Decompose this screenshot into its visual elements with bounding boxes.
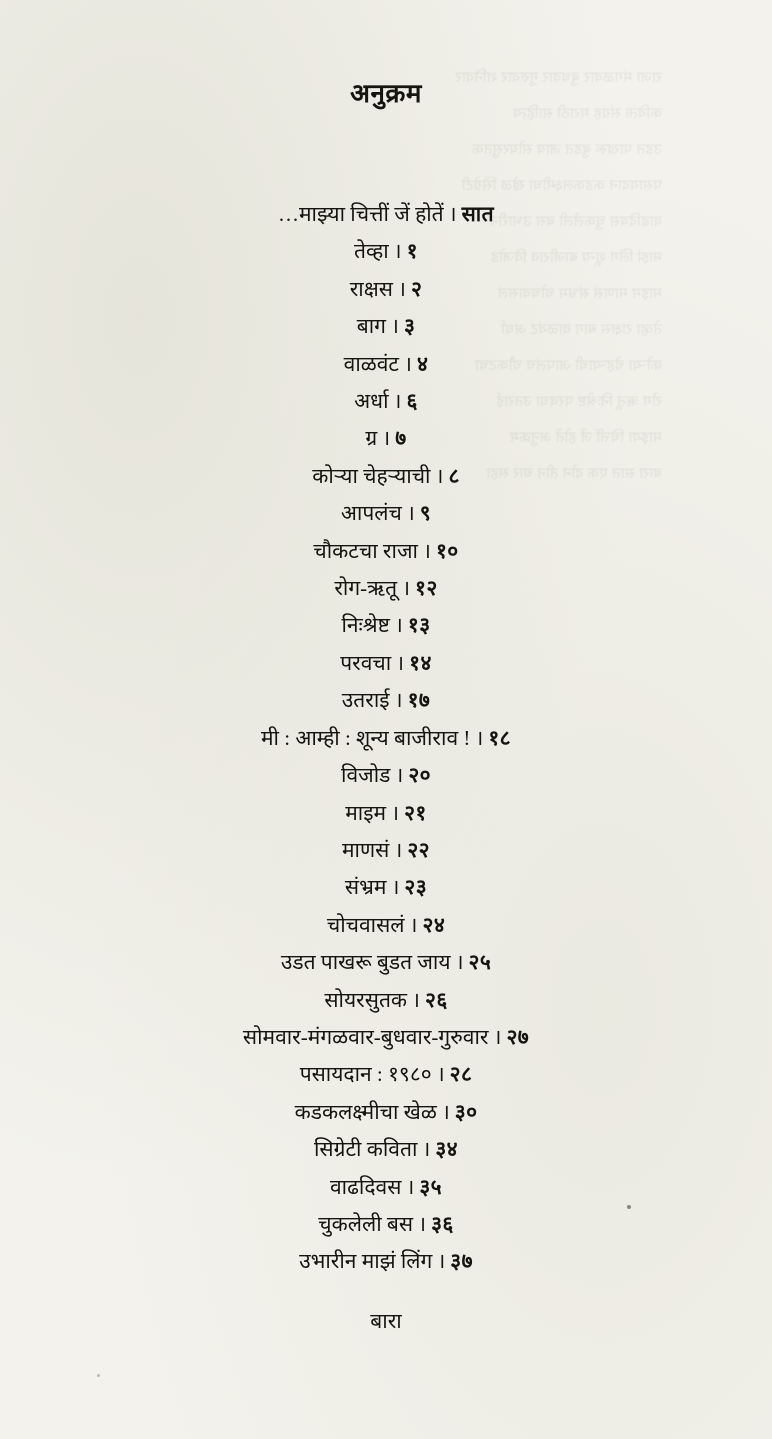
toc-entry-page: ३६	[431, 1211, 454, 1236]
toc-separator: ।	[422, 538, 431, 563]
toc-entry[interactable]	[0, 420, 772, 457]
toc-entry-title: मी : आम्ही : शून्य बाजीराव !	[261, 725, 471, 750]
toc-entry-title: उभारीन माझं लिंग	[299, 1249, 433, 1274]
toc-entry-page: २५	[468, 950, 492, 975]
show-through-line: उडत पाखरू बुडत जाय सोयरसुतक	[471, 142, 662, 158]
toc-entry-page: २४	[422, 912, 446, 937]
toc-entry[interactable]	[0, 1206, 772, 1243]
toc-entry[interactable]	[0, 196, 772, 233]
toc-entry-title: चौकटचा राजा	[313, 538, 418, 563]
toc-entry[interactable]	[0, 869, 772, 906]
toc-separator: ।	[412, 987, 421, 1012]
toc-entry-title: सोमवार-मंगळवार-बुधवार-गुरुवार	[242, 1024, 489, 1049]
toc-entry[interactable]	[0, 346, 772, 383]
toc-entry[interactable]	[0, 1056, 772, 1093]
toc-entry[interactable]	[0, 233, 772, 270]
paper-speck	[97, 1374, 100, 1377]
toc-entry[interactable]	[0, 682, 772, 719]
show-through-line: रोग ऋतू निःश्रेष्ट परवचा उतराई	[496, 394, 662, 410]
toc-entry-page: २६	[425, 987, 448, 1012]
toc-separator: ।	[422, 1137, 431, 1162]
toc-entry-title: संभ्रम	[344, 875, 387, 900]
show-through-line: बारा सात एक दोन तीन चार सहा	[486, 466, 662, 482]
toc-entry-page: ३५	[419, 1174, 442, 1199]
toc-entry[interactable]	[0, 607, 772, 644]
toc-entry[interactable]	[0, 458, 772, 495]
toc-entry-page: ३०	[454, 1099, 478, 1124]
show-through-line: वाढदिवस चुकलेली बस उभारीन	[489, 214, 662, 230]
toc-entry[interactable]	[0, 1131, 772, 1168]
toc-separator: ।	[391, 800, 400, 825]
toc-entry-page: ८	[448, 463, 460, 488]
toc-entry-title: वाळवंट	[343, 351, 400, 376]
toc-entry-title: आपलंच	[340, 501, 402, 526]
toc-entry-title: माइम	[345, 800, 387, 825]
toc-entry-page: सात	[461, 202, 495, 226]
toc-separator: ।	[394, 688, 403, 713]
toc-separator: ।	[390, 314, 399, 339]
toc-entry-page: ३४	[435, 1137, 458, 1162]
toc-entry-page: ३७	[450, 1249, 473, 1274]
show-through-line: माझ्या चित्तीं जें होतें अनुक्रम	[509, 430, 662, 446]
toc-separator: ।	[455, 950, 464, 975]
page-title: अनुक्रम	[350, 79, 422, 108]
toc-separator: ।	[382, 426, 391, 451]
toc-entry-page: १०	[435, 538, 459, 563]
toc-separator: ।	[436, 1062, 445, 1087]
toc-separator: ।	[409, 912, 418, 937]
toc-entry-title: ग्र	[365, 426, 378, 451]
toc-entry-page: २	[410, 276, 423, 301]
toc-entry-title: चुकलेली बस	[318, 1211, 414, 1236]
toc-entry[interactable]	[0, 570, 772, 607]
toc-entry-page: ६	[406, 389, 418, 414]
toc-entry-title: उतराई	[341, 688, 390, 713]
toc-separator: ।	[397, 276, 406, 301]
toc-entry[interactable]	[0, 383, 772, 420]
toc-separator: ।	[475, 725, 484, 750]
show-through-line: कोऱ्या चेहऱ्याची आपलंच चौकटचा	[474, 358, 662, 374]
toc-entry-title: वाढदिवस	[329, 1174, 402, 1199]
toc-entry-page: २७	[506, 1024, 530, 1049]
toc-entry-title: उडत पाखरू बुडत जाय	[280, 950, 451, 975]
toc-separator: ।	[404, 351, 412, 376]
toc-entry-page: ३	[403, 314, 416, 339]
toc-separator: ।	[394, 837, 403, 862]
toc-separator: ।	[435, 463, 444, 488]
toc-entry[interactable]	[0, 795, 772, 832]
toc-entry[interactable]	[0, 495, 772, 532]
paper-speck	[627, 1205, 631, 1209]
toc-entry-page: १८	[488, 725, 511, 750]
toc-entry-page: २२	[407, 837, 430, 862]
toc-entry-title: सोयरसुतक	[324, 987, 408, 1012]
toc-separator: ।	[402, 576, 411, 601]
toc-separator: ।	[406, 501, 415, 526]
toc-separator: ।	[394, 613, 403, 638]
toc-entry-title: माणसं	[342, 837, 390, 862]
toc-entry-title: राक्षस	[349, 276, 393, 301]
toc-entry-title: सिग्रेटी कविता	[313, 1137, 418, 1162]
toc-separator: ।	[448, 202, 457, 226]
toc-entry[interactable]	[0, 1243, 772, 1280]
toc-entry-title: निःश्रेष्ट	[341, 613, 390, 638]
show-through-line: पसायदान कडकलक्ष्मीचा खेळ सिग्रेटी	[461, 178, 662, 194]
toc-separator: ।	[441, 1099, 450, 1124]
toc-entry-page: ४	[416, 351, 429, 376]
toc-entry[interactable]	[0, 533, 772, 570]
show-through-line: माझं लिंग शून्य बाजीराव विजोड	[490, 250, 662, 266]
toc-separator: ।	[396, 650, 405, 675]
toc-entry-title: परवचा	[340, 650, 392, 675]
toc-entry-page: ७	[395, 426, 407, 451]
toc-separator: ।	[393, 239, 402, 264]
toc-separator: ।	[493, 1024, 502, 1049]
toc-entry-page: ९	[419, 501, 432, 526]
toc-entry[interactable]	[0, 907, 772, 944]
toc-entry-page: २३	[404, 875, 428, 900]
toc-entry[interactable]	[0, 271, 772, 308]
toc-entry-page: १२	[415, 576, 438, 601]
toc-separator: ।	[437, 1249, 446, 1274]
toc-entry-page: २०	[408, 763, 431, 788]
toc-separator: ।	[393, 389, 402, 414]
toc-entry-title: रोग-ऋतू	[334, 576, 398, 601]
toc-entry-title: कोऱ्या चेहऱ्याची	[312, 463, 431, 488]
toc-entry-page: २१	[404, 800, 427, 825]
toc-entry[interactable]	[0, 1094, 772, 1131]
toc-separator: ।	[391, 875, 400, 900]
toc-entry-title: अर्धा	[354, 389, 389, 414]
toc-entry[interactable]	[0, 645, 772, 682]
toc-entry-title: चोचवासलं	[326, 912, 405, 937]
toc-separator: ।	[418, 1211, 427, 1236]
show-through-line: राजा मंगळवार बुधवार गुरुवार शनिवार	[455, 70, 662, 86]
toc-entry-page: १४	[409, 650, 432, 675]
toc-entry-title: …माझ्या चित्तीं जें होतें	[277, 202, 444, 226]
toc-entry[interactable]	[0, 982, 772, 1019]
toc-entry-title: बाग	[356, 314, 386, 339]
toc-entry[interactable]	[0, 1169, 772, 1206]
toc-entry-title: पसायदान : १९८०	[299, 1062, 432, 1087]
toc-entry-title: तेव्हा	[354, 239, 389, 264]
toc-separator: ।	[395, 763, 404, 788]
toc-separator: ।	[406, 1174, 415, 1199]
show-through-line: कविता संग्रह मराठी साहित्य	[512, 106, 662, 122]
toc-entry[interactable]	[0, 832, 772, 869]
page-footer: बारा	[370, 1308, 402, 1333]
toc-entry[interactable]	[0, 1019, 772, 1056]
show-through-line: तेव्हा राक्षस बाग वाळवंट अर्धा	[500, 322, 662, 338]
toc-entry[interactable]	[0, 944, 772, 981]
toc-list	[0, 196, 772, 1281]
toc-entry-title: विजोड	[341, 763, 391, 788]
toc-entry[interactable]	[0, 757, 772, 794]
toc-entry-title: कडकलक्ष्मीचा खेळ	[294, 1099, 437, 1124]
show-through-line: माइम माणसं संभ्रम चोचवासलं	[497, 286, 662, 302]
toc-entry-page: २८	[449, 1062, 473, 1087]
toc-entry-page: १३	[407, 613, 431, 638]
toc-entry-page: १७	[407, 688, 431, 713]
toc-entry[interactable]	[0, 720, 772, 757]
toc-entry-page: १	[406, 239, 418, 264]
toc-entry[interactable]	[0, 308, 772, 345]
